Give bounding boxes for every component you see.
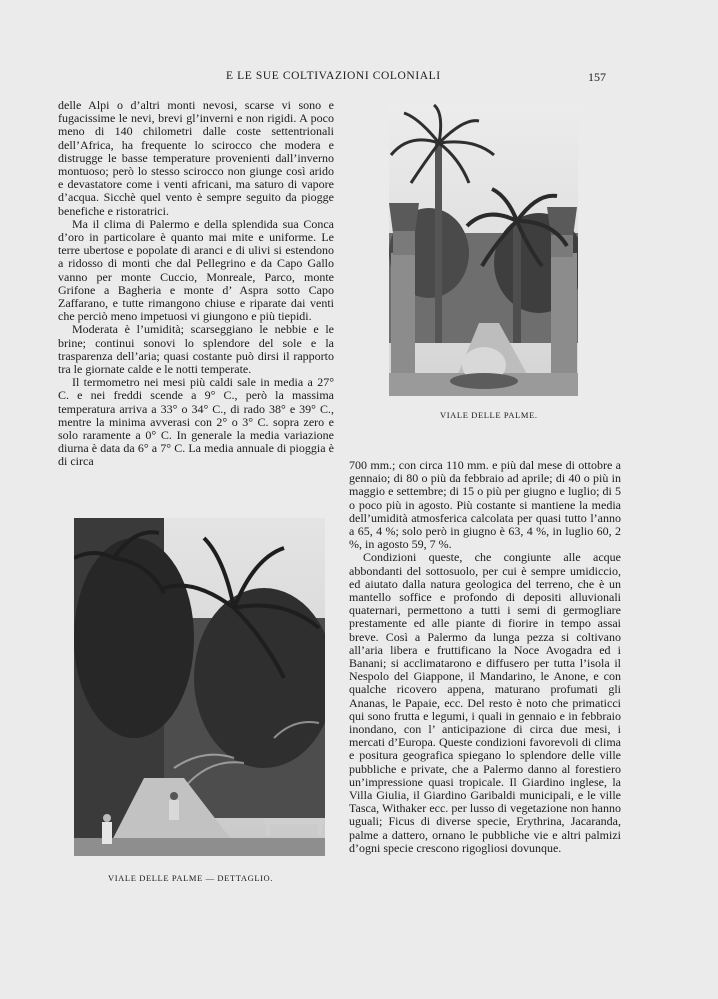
running-header-title: E LE SUE COLTIVAZIONI COLONIALI xyxy=(226,70,441,82)
photo1-caption: VIALE DELLE PALME. xyxy=(440,410,538,420)
photo-palm-avenue xyxy=(389,103,578,396)
paragraph: Condizioni queste, che congiunte alle acque abbondanti del sottosuolo, per cui è sempre umidiccio, ed aiutato dalla natura geologica del terreno, che è un mantello soffice e profondo di depositi alluvionali quaternari, permettono a tutti i semi di germogliare prestamente ed alle piante di fiorire in tempo assai breve. Così a Palermo da lunga pezza si coltivano all’aria libera e fruttificano la Noce Avogadra ed i Banani; si acclimatarono e diffusero per tutta l’isola il Nespolo del Giappone, il Mandarino, le Anone, e con qualche ricovero appena, maturano profumati gli Ananas, le Papaie, ecc. Del resto è noto che primaticci qui sono frutta e legumi, i quali in gennaio e in febbraio inondano, con l’ anticipazione di circa due mesi, i mercati d’Europa. Queste condizioni favorevoli di clima e positura geografica spiegano lo splendore delle ville pubbliche e private, che a Palermo danno al forestiero un’impressione quasi tropicale. Il Giardino inglese, la Villa Giulia, il Giardino Garibaldi municipali, e le ville Tasca, Withaker ecc. per lusso di vegetazione non hanno uguali; Ficus di diverse specie, Erythrina, Jacaranda, palme a dattero, ornano le pubbliche vie e altri palmizi d’ogni specie crescono rigogliosi dovunque. xyxy=(349,550,621,855)
paragraph: 700 mm.; con circa 110 mm. e più dal mese di ottobre a gennaio; di 80 o più da febbraio ad aprile; di 40 o più in maggio e settembre; di 15 o più per giugno e luglio; di 5 o poco più in agosto. Più costante si mantiene la media dell’umidità atmosferica calcolata per quasi tutto l’anno a 65, 4 %; solo però in giugno è 63, 4 %, in luglio 60, 2 %, in agosto 59, 7 %. xyxy=(349,458,621,552)
paragraph: delle Alpi o d’altri monti nevosi, scarse vi sono e fugacissime le nevi, brevi gl’inverni e non rigidi. A poco meno di 140 chilometri dalle coste settentrionali dell’Africa, ha frequente lo scirocco che modera e distrugge le basse temperature provenienti dall’inverno montuoso; però lo stesso scirocco non giunge così arido e devastatore come i venti africani, ma saturo di vapore d’acqua. Sicchè quel vento è sempre seguito da piogge benefiche e ristoratrici. xyxy=(58,98,334,218)
paragraph: Moderata è l’umidità; scarseggiano le nebbie e le brine; continui sonovi lo splendore del sole e la trasparenza dell’aria; quasi costante può dirsi il rapporto tra le giornate calde e le notti temperate. xyxy=(58,322,334,377)
photo2-caption: VIALE DELLE PALME — DETTAGLIO. xyxy=(108,873,274,883)
page-number: 157 xyxy=(588,70,606,84)
left-text-column xyxy=(58,99,334,469)
paragraph: Ma il clima di Palermo e della splendida sua Conca d’oro in particolare è quanto mai mite e uniforme. Le terre ubertose e popolate di aranci e di ulivi si estendono a ridosso di monti che dal Pellegrino e da Capo Gallo vanno per monte Cuccio, Monreale, Parco, monte Grifone a Bagheria e monte d’ Aspra sotto Capo Zaffarano, e tutte rimangono chiuse e riparate dai venti che perciò meno impetuosi vi giungono e più tiepidi. xyxy=(58,216,334,324)
paragraph: Il termometro nei mesi più caldi sale in media a 27° C. e nei freddi scende a 9° C., però la massima temperatura arriva a 33° o 34° C., di rado 38° e 39° C., mentre la minima avverasi con 2° o 3° C. sopra zero e solo raramente a 0° C. In generale la media variazione diurna è data da 6° a 7° C. La media annuale di pioggia è di circa xyxy=(58,375,334,469)
photo-palm-avenue-detail xyxy=(74,518,325,856)
right-text-column xyxy=(349,459,621,855)
